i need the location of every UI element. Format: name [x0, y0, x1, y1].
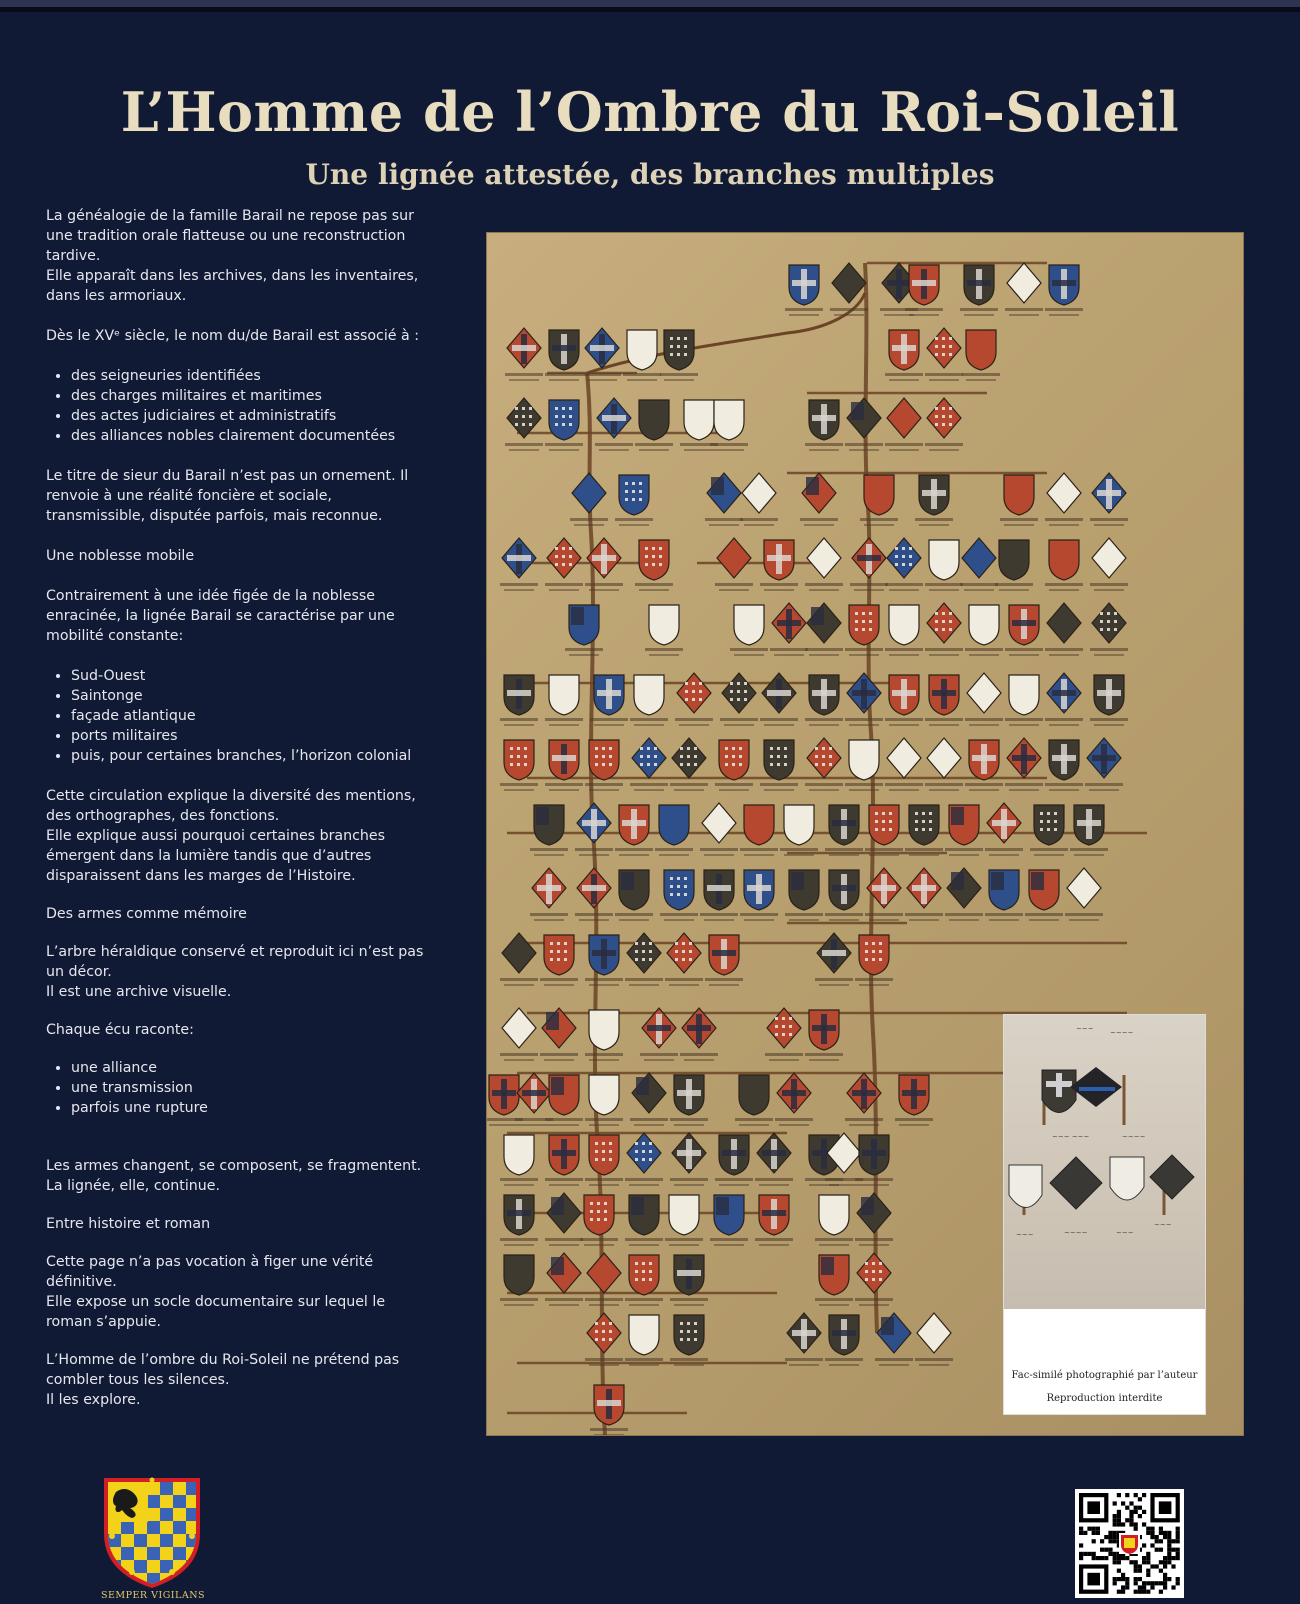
qr-code[interactable]: [1075, 1489, 1184, 1598]
circulation-paragraph-2: Elle explique aussi pourquoi certaines branches émergent dans la lumière tandis que d’autres disparaissent dans les marges de l’Histoire.: [46, 828, 386, 884]
list-item: • des charges militaires et maritimes: [71, 386, 431, 406]
page-paragraph-2: Elle expose un socle documentaire sur lequel le roman s’appuie.: [46, 1294, 386, 1330]
list-item: • des alliances nobles clairement documentées: [71, 426, 431, 446]
ecu-line: Chaque écu raconte:: [46, 1022, 194, 1038]
list-item: • façade atlantique: [71, 706, 431, 726]
family-crest-logo: [102, 1476, 202, 1588]
list-item: • une transmission: [71, 1078, 431, 1098]
facsimile-detail-illustration: [1004, 1015, 1205, 1309]
list-item: • des seigneuries identifiées: [71, 366, 431, 386]
arbre-paragraph-2: Il est une archive visuelle.: [46, 984, 232, 1000]
svg-text:~~~: ~~~: [1016, 1231, 1034, 1239]
crest-motto: SEMPER VIGILANS: [100, 1590, 206, 1601]
facsimile-inset: [1003, 1014, 1206, 1415]
associations-list: [46, 366, 431, 446]
armes-paragraph-1: Les armes changent, se composent, se fragmentent.: [46, 1158, 422, 1174]
list-item: • puis, pour certaines branches, l’horizon colonial: [71, 746, 431, 766]
top-bar: [0, 0, 1300, 12]
svg-text:~~~: ~~~: [1154, 1221, 1172, 1229]
facsimile-caption: Fac-similé photographié par l’auteur: [1011, 1370, 1198, 1381]
list-item: • une alliance: [71, 1058, 431, 1078]
ecu-list: [46, 1058, 431, 1118]
heading-armes-memoire: Des armes comme mémoire: [46, 906, 247, 922]
armes-paragraph-2: La lignée, elle, continue.: [46, 1178, 221, 1194]
page-subtitle: Une lignée attestée, des branches multiples: [305, 158, 995, 191]
xv-line: Dès le XVᵉ siècle, le nom du/de Barail est associé à :: [46, 328, 420, 344]
heading-noblesse-mobile: Une noblesse mobile: [46, 548, 195, 564]
list-item: • Sud-Ouest: [71, 666, 431, 686]
article-text: [46, 206, 431, 1410]
svg-text:~~~~: ~~~~: [1064, 1229, 1088, 1237]
facsimile-photo: [1004, 1015, 1205, 1309]
list-item: • des actes judiciaires et administratifs: [71, 406, 431, 426]
arbre-paragraph-1: L’arbre héraldique conservé et reproduit ici n’est pas un décor.: [46, 944, 424, 980]
closing-paragraph-2: Il les explore.: [46, 1392, 141, 1408]
facsimile-copyright: Reproduction interdite: [1046, 1393, 1163, 1404]
mobile-paragraph: Contrairement à une idée figée de la noblesse enracinée, la lignée Barail se caractérise par une mobilité constante:: [46, 588, 395, 644]
list-item: • Saintonge: [71, 686, 431, 706]
page-title: L’Homme de l’Ombre du Roi-Soleil: [120, 80, 1180, 144]
intro-paragraph-2: Elle apparaît dans les archives, dans les inventaires, dans les armoriaux.: [46, 268, 419, 304]
svg-text:~~~ ~~~: ~~~ ~~~: [1052, 1133, 1090, 1141]
svg-text:~~~: ~~~: [1116, 1229, 1134, 1237]
sieur-paragraph: Le titre de sieur du Barail n’est pas un ornement. Il renvoie à une réalité foncière et sociale, transmissible, disputée parfois, mais reconnue.: [46, 468, 409, 524]
qr-code-icon: [1075, 1489, 1184, 1598]
page-paragraph-1: Cette page n’a pas vocation à figer une vérité définitive.: [46, 1254, 374, 1290]
list-item: • ports militaires: [71, 726, 431, 746]
heading-histoire-roman: Entre histoire et roman: [46, 1216, 211, 1232]
circulation-paragraph-1: Cette circulation explique la diversité des mentions, des orthographes, des fonctions.: [46, 788, 416, 824]
intro-paragraph-1: La généalogie de la famille Barail ne repose pas sur une tradition orale flatteuse ou une reconstruction tardive.: [46, 208, 414, 264]
crest-shield-icon: [102, 1476, 202, 1588]
list-item: • parfois une rupture: [71, 1098, 431, 1118]
svg-text:~~~: ~~~: [1076, 1025, 1094, 1033]
regions-list: [46, 666, 431, 766]
svg-text:~~~~: ~~~~: [1110, 1029, 1134, 1037]
closing-paragraph-1: L’Homme de l’ombre du Roi-Soleil ne prétend pas combler tous les silences.: [46, 1352, 400, 1388]
svg-text:~~~~: ~~~~: [1122, 1133, 1146, 1141]
